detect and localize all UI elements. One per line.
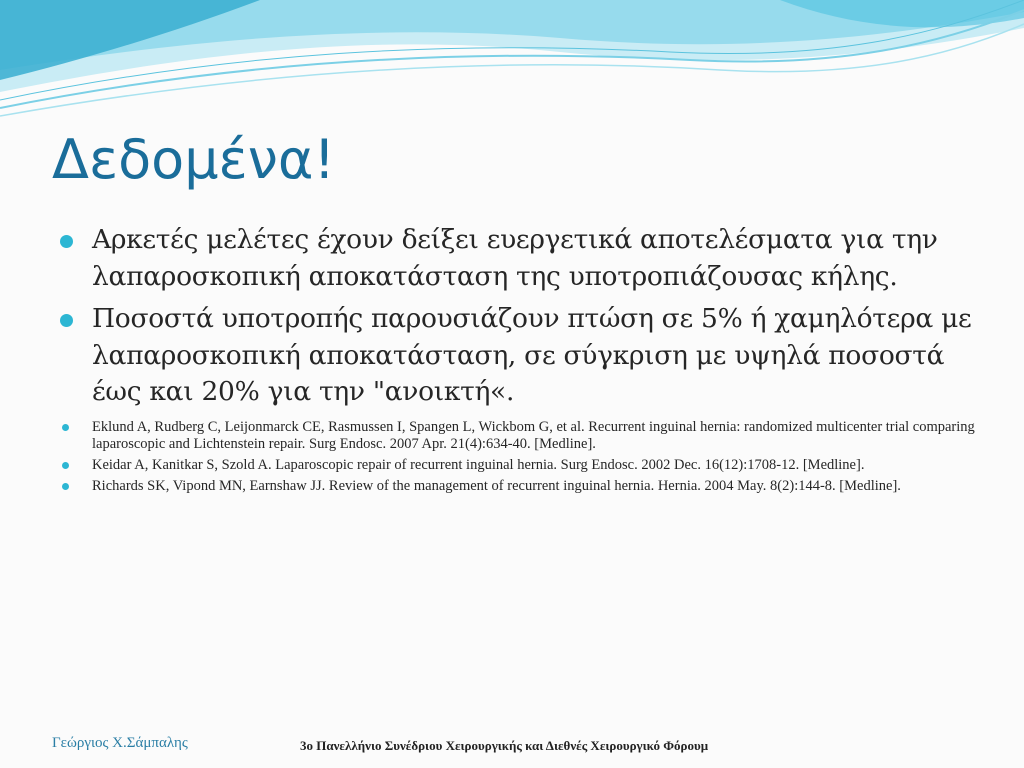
bullet-dot-icon (62, 424, 69, 431)
bullet-text: Αρκετές μελέτες έχουν δείξει ευεργετικά αποτελέσματα για την λαπαροσκοπική αποκατάσταση της υποτροπιάζουσας κήλης. (92, 224, 938, 292)
slide-content-list (60, 222, 980, 495)
bullet-dot-icon (60, 314, 73, 327)
reference-item (60, 419, 980, 453)
reference-text: Keidar A, Kanitkar S, Szold A. Laparoscopic repair of recurrent inguinal hernia. Surg Endosc. 2002 Dec. 16(12):1708-12. [Medline]. (92, 456, 865, 473)
footer-author: Γεώργιος Χ.Σάμπαλης (52, 735, 188, 751)
footer-event: 3ο Πανελλήνιο Συνέδριου Χειρουργικής και Διεθνές Χειρουργικό Φόρουμ (300, 738, 709, 753)
bullet-item (60, 301, 980, 411)
reference-item (60, 478, 980, 495)
bullet-dot-icon (60, 235, 73, 248)
reference-text: Eklund A, Rudberg C, Leijonmarck CE, Rasmussen I, Spangen L, Wickbom G, et al. Recurrent inguinal hernia: randomized multicenter trial comparing laparoscopic and Lichtenstein repair. Surg Endosc. 2007 Apr. 21(4):634-40. [Medline]. (92, 418, 975, 452)
bullet-dot-icon (62, 483, 69, 490)
reference-item (60, 457, 980, 474)
slide-title: Δεδομένα! (52, 128, 336, 191)
reference-text: Richards SK, Vipond MN, Earnshaw JJ. Review of the management of recurrent inguinal hernia. Hernia. 2004 May. 8(2):144-8. [Medline]. (92, 477, 901, 494)
bullet-text: Ποσοστά υποτροπής παρουσιάζουν πτώση σε 5% ή χαμηλότερα με λαπαροσκοπική αποκατάσταση, σε σύγκριση με υψηλά ποσοστά έως και 20% για την "ανοικτή«. (92, 303, 972, 407)
header-wave-decoration (0, 0, 1024, 130)
bullet-dot-icon (62, 462, 69, 469)
bullet-item (60, 222, 980, 295)
